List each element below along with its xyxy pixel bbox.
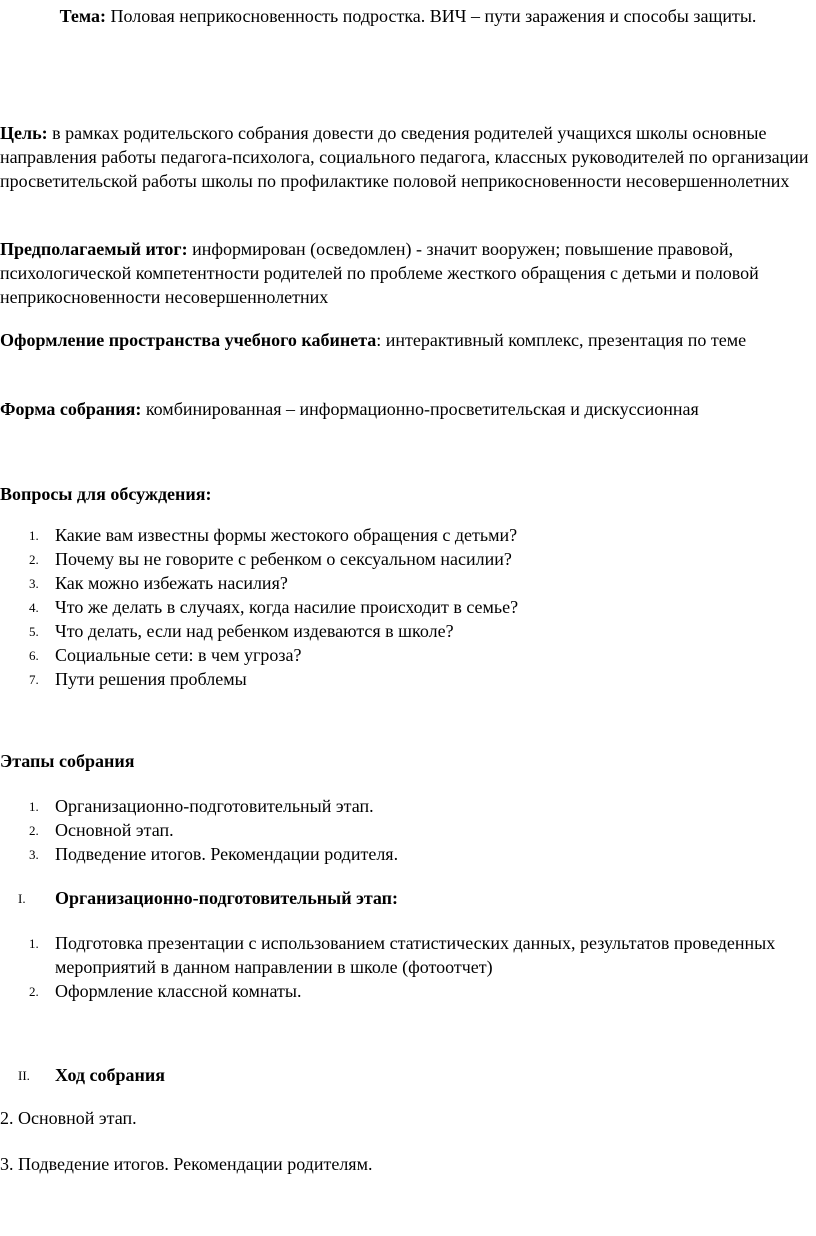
list-item: 1. Организационно-подготовительный этап. <box>29 796 374 816</box>
main-stage-line: 2. Основной этап. <box>0 1108 137 1128</box>
list-item: 7. Пути решения проблемы <box>29 669 247 689</box>
result-paragraph <box>0 237 810 309</box>
section-1-list <box>0 931 800 1003</box>
result-text: информирован (осведомлен) - значит вооружен; повышение правовой, психологической компетентности родителей по проблеме жесткого обращения с детьми и половой неприкосновенности несовершеннолетних <box>0 239 759 307</box>
document-title <box>20 4 796 28</box>
stages-list <box>0 794 800 866</box>
questions-heading: Вопросы для обсуждения: <box>0 484 212 504</box>
goal-paragraph <box>0 121 810 193</box>
questions-list <box>0 523 800 691</box>
result-label: Предполагаемый итог: <box>0 239 188 259</box>
section-2-number: II. <box>18 1068 30 1083</box>
title-label: Тема: <box>59 6 107 26</box>
list-item: 1. Подготовка презентации с использованием статистических данных, результатов проведенных мероприятий в данном направлении в школе (фотоотчет) <box>29 933 776 977</box>
form-paragraph <box>0 397 810 421</box>
list-item: 4. Что же делать в случаях, когда насилие происходит в семье? <box>29 597 519 617</box>
list-item: 3. Как можно избежать насилия? <box>29 573 288 593</box>
list-item: 2. Оформление классной комнаты. <box>29 981 302 1001</box>
list-item: 2. Основной этап. <box>29 820 174 840</box>
summary-stage-line: 3. Подведение итогов. Рекомендации родителям. <box>0 1154 373 1174</box>
list-item: 6. Социальные сети: в чем угроза? <box>29 645 302 665</box>
stages-heading: Этапы собрания <box>0 751 135 771</box>
list-item: 5. Что делать, если над ребенком издеваются в школе? <box>29 621 454 641</box>
section-2-title: Ход собрания <box>55 1065 166 1085</box>
list-item: 2. Почему вы не говорите с ребенком о сексуальном насилии? <box>29 549 512 569</box>
goal-text: в рамках родительского собрания довести до сведения родителей учащихся школы основные направления работы педагога-психолога, социального педагога, классных руководителей по организации просветительской работы школы по профилактике половой неприкосновенности несовершеннолетних <box>0 123 809 191</box>
title-text: Половая неприкосновенность подростка. ВИЧ – пути заражения и способы защиты. <box>106 6 757 26</box>
room-text: : интерактивный комплекс, презентация по теме <box>376 330 747 350</box>
section-1-title: Организационно-подготовительный этап: <box>55 888 399 908</box>
room-paragraph <box>0 328 810 352</box>
goal-label: Цель: <box>0 123 48 143</box>
form-label: Форма собрания: <box>0 399 142 419</box>
room-label: Оформление пространства учебного кабинета <box>0 330 377 350</box>
list-item: 3. Подведение итогов. Рекомендации родителя. <box>29 844 399 864</box>
section-1-number: I. <box>18 891 26 906</box>
form-text: комбинированная – информационно-просветительская и дискуссионная <box>141 399 699 419</box>
list-item: 1. Какие вам известны формы жестокого обращения с детьми? <box>29 525 518 545</box>
